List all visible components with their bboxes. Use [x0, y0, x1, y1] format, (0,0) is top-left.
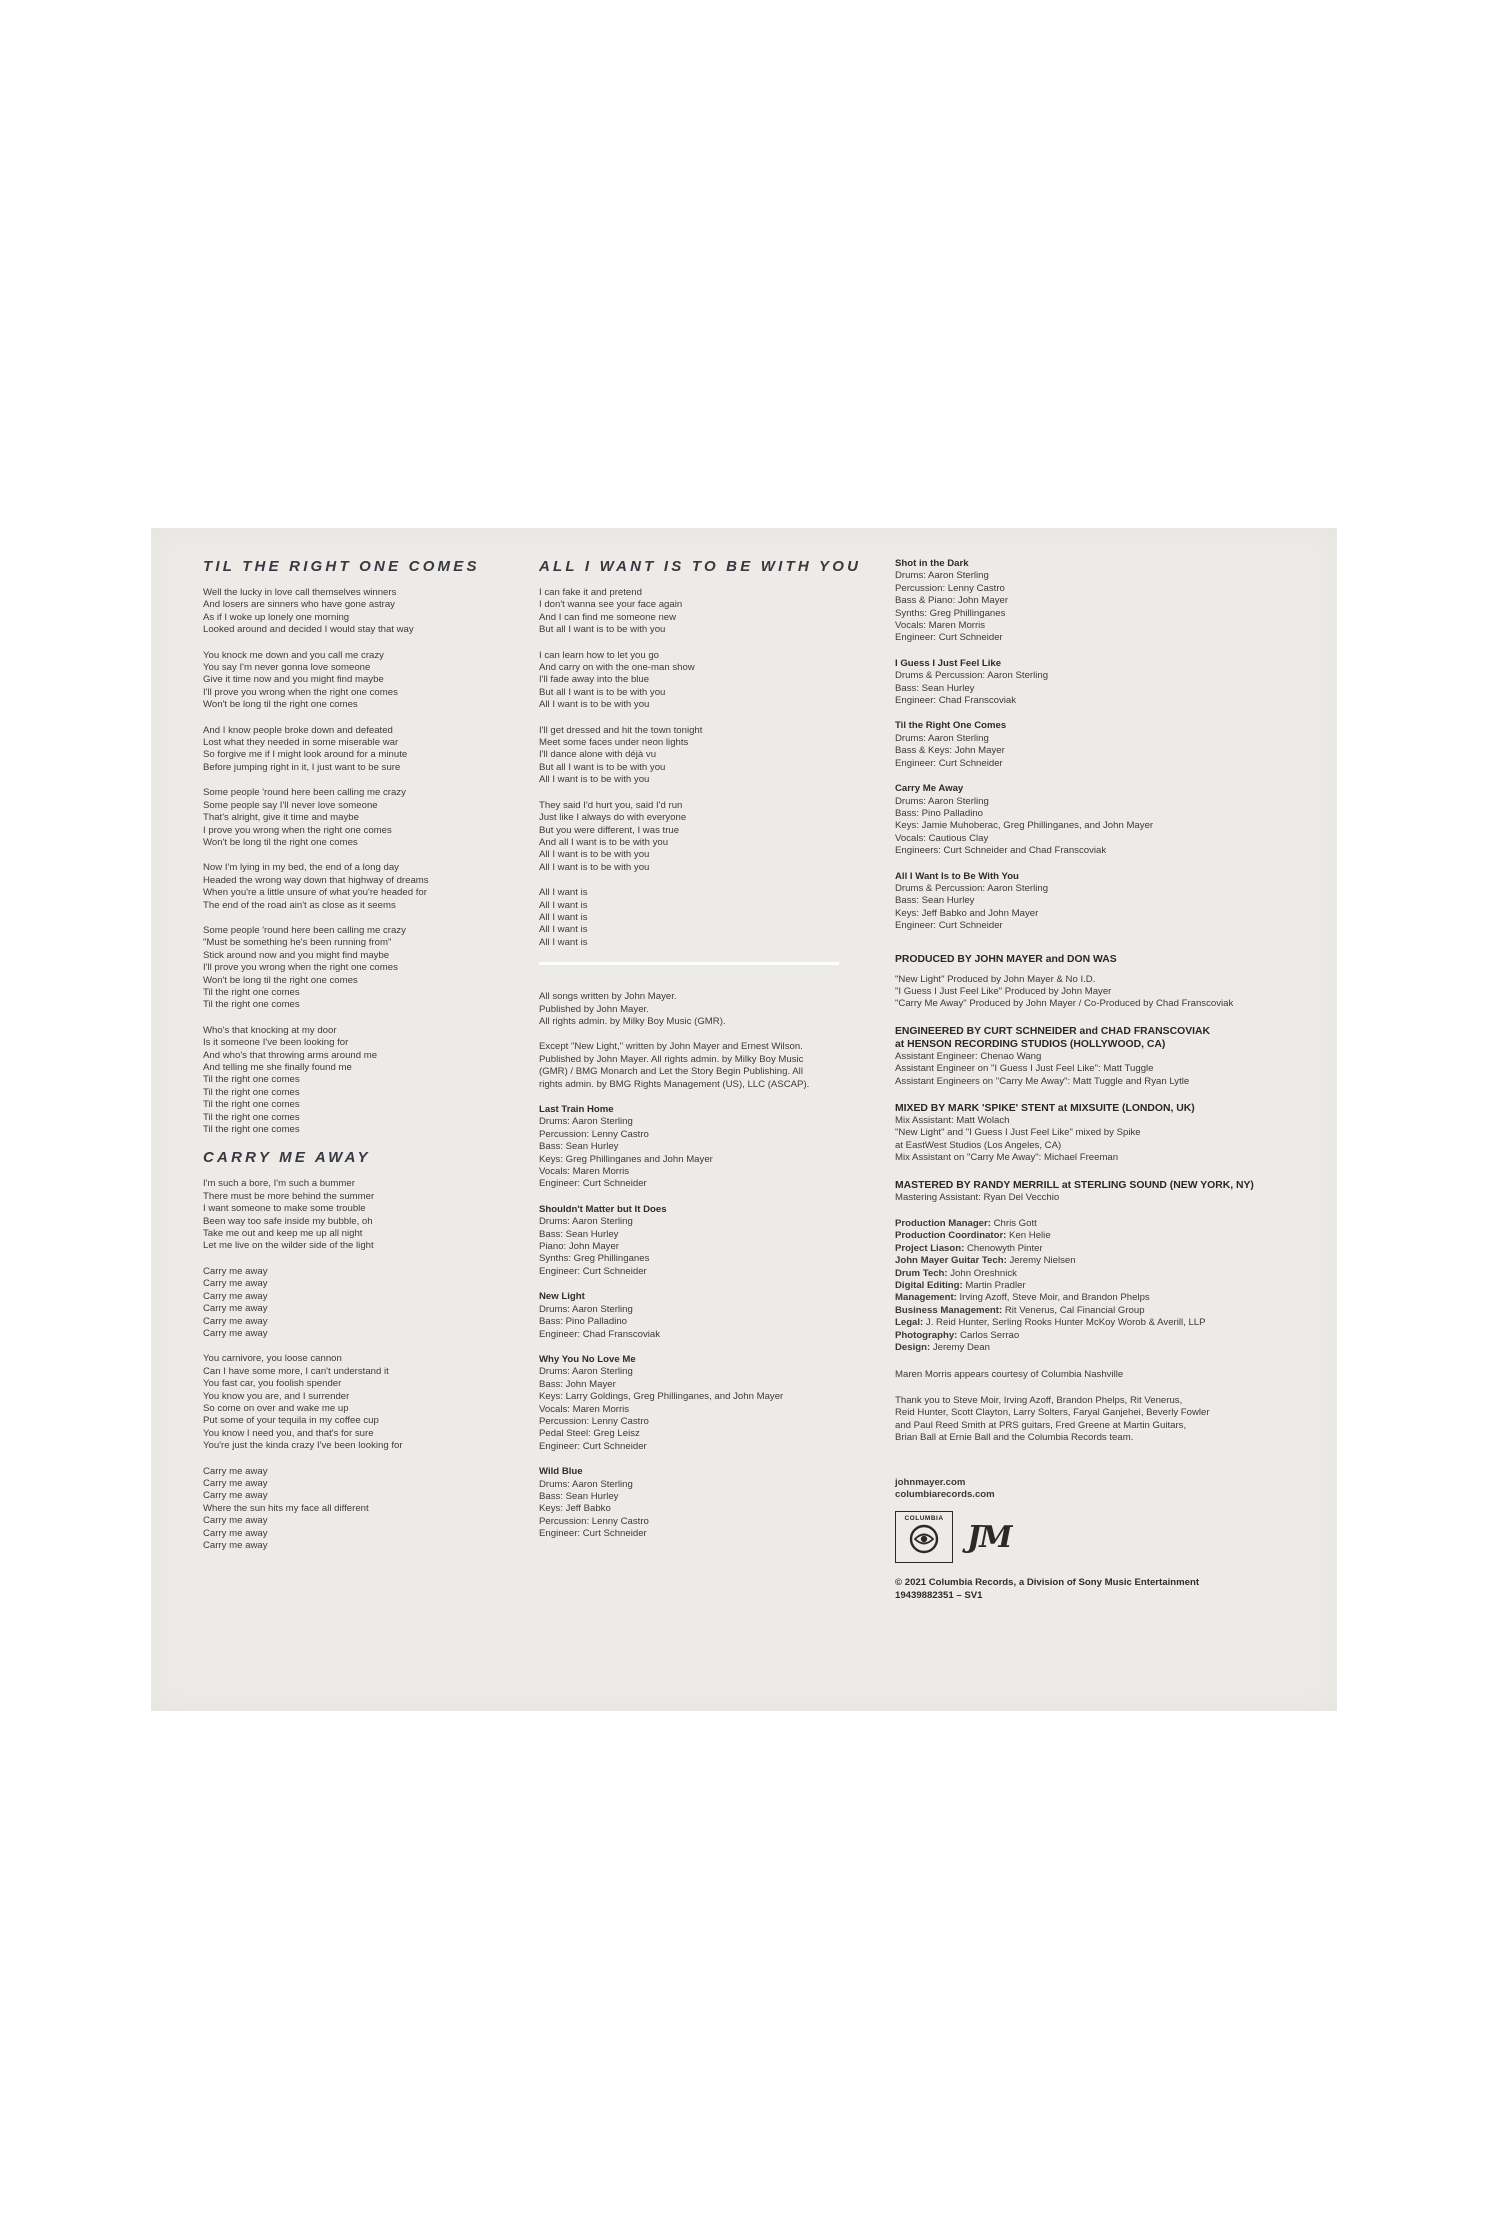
- copyright-line: © 2021 Columbia Records, a Division of Sony Music Entertainment: [895, 1577, 1200, 1589]
- lyric-line: Carry me away: [203, 1303, 268, 1315]
- mastered-lines: [895, 1192, 1275, 1204]
- track-credit-line: Engineer: Curt Schneider: [539, 1178, 647, 1190]
- lyric-line: Before jumping right in it, I just want to be sure: [203, 761, 401, 773]
- lyric-line: Some people 'round here been calling me crazy: [203, 924, 406, 936]
- credit-line: Thank you to Steve Moir, Irving Azoff, Brandon Phelps, Rit Venerus,: [895, 1394, 1183, 1406]
- track-credit-line: Percussion: Lenny Castro: [539, 1128, 649, 1140]
- track-credit-line: Engineer: Curt Schneider: [895, 632, 1003, 644]
- track-credit-title: Last Train Home: [539, 1104, 614, 1115]
- staff-name: John Oreshnick: [947, 1267, 1017, 1279]
- lyric-line: I'll prove you wrong when the right one comes: [203, 962, 398, 974]
- lyric-line: There must be more behind the summer: [203, 1190, 375, 1202]
- lyric-line: Some people 'round here been calling me crazy: [203, 787, 406, 799]
- lyric-stanza: [203, 587, 473, 637]
- track-credit-line: Percussion: Lenny Castro: [895, 582, 1005, 594]
- song-lyrics: [203, 1178, 473, 1552]
- track-credit-line: Vocals: Maren Morris: [539, 1166, 630, 1178]
- lyric-line: Can I have some more, I can't understand it: [203, 1365, 389, 1377]
- lyric-line: Been way too safe inside my bubble, oh: [203, 1215, 373, 1227]
- track-credit-line: Drums: Aaron Sterling: [895, 795, 989, 807]
- lyric-stanza: [539, 800, 839, 874]
- staff-name: J. Reid Hunter, Serling Rooks Hunter McKoy Worob & Averill, LLP: [923, 1317, 1206, 1329]
- track-credit-block: [895, 783, 1275, 857]
- track-credit-block: [539, 1291, 839, 1341]
- track-credit-title: Shot in the Dark: [895, 558, 969, 569]
- credit-line: Assistant Engineers on "Carry Me Away": Matt Tuggle and Ryan Lytle: [895, 1075, 1190, 1087]
- lyric-line: Meet some faces under neon lights: [539, 737, 689, 749]
- track-credit-title: Carry Me Away: [895, 783, 964, 795]
- copyright-block: [895, 1577, 1275, 1602]
- track-credit-block: [539, 1204, 839, 1278]
- credits-line: Published by John Mayer.: [539, 1003, 649, 1015]
- lyric-line: Let me live on the wilder side of the light: [203, 1240, 374, 1252]
- staff-name: Jeremy Dean: [930, 1342, 990, 1354]
- lyric-line: Won't be long til the right one comes: [203, 836, 358, 848]
- lyric-line: But you were different, I was true: [539, 824, 680, 836]
- lyric-line: Headed the wrong way down that highway of dreams: [203, 874, 429, 886]
- staff-role: Legal:: [895, 1317, 924, 1329]
- track-credit-block: [895, 871, 1275, 933]
- credit-line: Assistant Engineer: Chenao Wang: [895, 1050, 1042, 1062]
- track-credit-line: Bass: Sean Hurley: [539, 1228, 619, 1240]
- lyric-line: I'll get dressed and hit the town tonight: [539, 724, 703, 736]
- song-title: TIL THE RIGHT ONE COMES: [203, 558, 480, 575]
- lyric-line: They said I'd hurt you, said I'd run: [539, 799, 683, 811]
- staff-role: Photography:: [895, 1329, 958, 1341]
- lyric-stanza: [203, 862, 473, 912]
- produced-lines: [895, 974, 1275, 1011]
- catalog-number: 19439882351 – SV1: [895, 1589, 983, 1601]
- lyric-line: Give it time now and you might find maybe: [203, 674, 384, 686]
- track-credit-line: Keys: Larry Goldings, Greg Phillinganes, and John Mayer: [539, 1391, 784, 1403]
- lyric-line: You know you are, and I surrender: [203, 1390, 350, 1402]
- track-credit-line: Engineer: Curt Schneider: [539, 1265, 647, 1277]
- track-credit-block: [539, 1354, 839, 1453]
- lyric-line: I prove you wrong when the right one comes: [203, 824, 392, 836]
- track-credit-line: Drums: Aaron Sterling: [539, 1366, 633, 1378]
- track-credit-line: Engineer: Chad Franscoviak: [895, 695, 1017, 707]
- lyric-line: You carnivore, you loose cannon: [203, 1353, 342, 1365]
- lyric-line: You know I need you, and that's for sure: [203, 1427, 374, 1439]
- track-credit-line: Engineer: Curt Schneider: [895, 757, 1003, 769]
- song-title: ALL I WANT IS TO BE WITH YOU: [539, 558, 862, 575]
- mixed-lines: [895, 1115, 1275, 1165]
- track-credit-title: Til the Right One Comes: [895, 720, 1007, 732]
- column-credits-right: [895, 558, 1275, 1602]
- lyric-line: Til the right one comes: [203, 1124, 300, 1136]
- lyric-line: All I want is: [539, 936, 588, 948]
- track-credit-line: Bass: Pino Palladino: [895, 807, 983, 819]
- lyric-line: But all I want is to be with you: [539, 686, 666, 698]
- liner-notes-sheet: [151, 528, 1337, 1711]
- jm-monogram-logo: JM: [967, 1519, 1011, 1555]
- credits-line: (GMR) / BMG Monarch and Let the Story Begin Publishing. All: [539, 1066, 803, 1078]
- track-credit-line: Engineer: Chad Franscoviak: [539, 1328, 661, 1340]
- credits-paragraph: [539, 991, 839, 1028]
- publishing-credits: [539, 991, 839, 1091]
- column-lyrics-middle: [539, 558, 862, 1554]
- lyric-line: Til the right one comes: [203, 1074, 300, 1086]
- track-credit-line: Drums: Aaron Sterling: [895, 570, 989, 582]
- staff-role: Project Liason:: [895, 1242, 965, 1254]
- lyric-stanza: [203, 1353, 473, 1452]
- track-credit-line: Bass: Sean Hurley: [539, 1490, 619, 1502]
- song-lyrics: [539, 587, 839, 949]
- track-credit-title: All I Want Is to Be With You: [895, 870, 1019, 882]
- lyric-line: When you're a little unsure of what you're headed for: [203, 887, 427, 899]
- credits-line: Published by John Mayer. All rights admin. by Milky Boy Music: [539, 1053, 804, 1065]
- columbia-eye-icon: [909, 1524, 939, 1554]
- lyric-line: I'll dance alone with déjà vu: [539, 749, 657, 761]
- staff-name: Jeremy Nielsen: [1006, 1255, 1076, 1267]
- staff-section: [895, 1218, 1275, 1354]
- courtesy-note: [895, 1369, 1275, 1381]
- lyric-line: Some people say I'll never love someone: [203, 799, 378, 811]
- lyric-line: Til the right one comes: [203, 1099, 300, 1111]
- track-credit-line: Keys: Jamie Muhoberac, Greg Phillinganes, and John Mayer: [895, 820, 1154, 832]
- track-credit-title: Wild Blue: [539, 1466, 583, 1478]
- lyric-line: As if I woke up lonely one morning: [203, 611, 350, 623]
- column-lyrics-left: [203, 558, 480, 1565]
- lyric-line: Looked around and decided I would stay that way: [203, 624, 414, 636]
- track-credit-line: Engineer: Curt Schneider: [539, 1528, 647, 1540]
- lyric-line: But all I want is to be with you: [539, 624, 666, 636]
- staff-credit: [895, 1243, 1275, 1255]
- credit-line: Mix Assistant: Matt Wolach: [895, 1115, 1010, 1126]
- lyric-line: The end of the road ain't as close as it seems: [203, 899, 396, 911]
- track-credit-line: Piano: John Mayer: [539, 1241, 619, 1253]
- lyric-line: Where the sun hits my face all different: [203, 1502, 369, 1514]
- track-credit-line: Drums: Aaron Sterling: [539, 1216, 633, 1228]
- lyric-line: Take me out and keep me up all night: [203, 1228, 363, 1240]
- website-link[interactable]: columbiarecords.com: [895, 1488, 995, 1500]
- track-credit-line: Synths: Greg Phillinganes: [539, 1253, 650, 1265]
- credits-line: All rights admin. by Milky Boy Music (GMR).: [539, 1015, 726, 1027]
- credits-paragraph: [539, 1041, 839, 1091]
- columbia-logo-text: COLUMBIA: [904, 1515, 944, 1523]
- staff-credit: [895, 1342, 1275, 1354]
- lyric-stanza: [203, 725, 473, 775]
- lyric-line: Won't be long til the right one comes: [203, 699, 358, 711]
- credit-line: and Paul Reed Smith at PRS guitars, Fred Greene at Martin Guitars,: [895, 1419, 1187, 1431]
- track-credit-line: Bass & Piano: John Mayer: [895, 595, 1009, 607]
- lyric-line: That's alright, give it time and maybe: [203, 812, 359, 824]
- credit-line: Assistant Engineer on "I Guess I Just Feel Like": Matt Tuggle: [895, 1063, 1154, 1075]
- lyric-line: Who's that knocking at my door: [203, 1024, 337, 1036]
- lyric-line: Carry me away: [203, 1490, 268, 1502]
- engineered-section: [895, 1025, 1275, 1088]
- lyric-line: And carry on with the one-man show: [539, 662, 695, 674]
- track-credit-line: Keys: Jeff Babko: [539, 1503, 611, 1515]
- lyric-line: All I want is to be with you: [539, 861, 650, 873]
- lyric-line: Til the right one comes: [203, 1111, 300, 1123]
- track-credit-line: Bass: John Mayer: [539, 1378, 616, 1390]
- staff-name: Chenowyth Pinter: [964, 1242, 1043, 1254]
- track-credit-line: Bass: Sean Hurley: [539, 1141, 619, 1153]
- lyric-stanza: [539, 887, 839, 949]
- lyric-line: Put some of your tequila in my coffee cup: [203, 1415, 379, 1427]
- lyric-line: And all I want is to be with you: [539, 836, 669, 848]
- lyric-line: Now I'm lying in my bed, the end of a long day: [203, 862, 399, 874]
- track-credit-line: Drums & Percussion: Aaron Sterling: [895, 670, 1049, 682]
- lyric-line: You fast car, you foolish spender: [203, 1378, 342, 1390]
- lyric-line: Carry me away: [203, 1278, 268, 1290]
- logos-row: [895, 1511, 1275, 1563]
- staff-credit: [895, 1292, 1275, 1304]
- thanks-section: [895, 1395, 1275, 1445]
- track-credit-line: Engineer: Curt Schneider: [895, 920, 1003, 932]
- lyric-line: But all I want is to be with you: [539, 761, 666, 773]
- track-credits: [895, 558, 1275, 933]
- lyric-line: I want someone to make some trouble: [203, 1203, 366, 1215]
- track-credit-line: Drums: Aaron Sterling: [539, 1116, 633, 1128]
- staff-credit: [895, 1317, 1275, 1329]
- staff-name: Irving Azoff, Steve Moir, and Brandon Phelps: [956, 1292, 1150, 1304]
- staff-role: John Mayer Guitar Tech:: [895, 1255, 1007, 1267]
- track-credit-title: Why You No Love Me: [539, 1353, 636, 1365]
- credit-line: Mix Assistant on "Carry Me Away": Michael Freeman: [895, 1152, 1119, 1164]
- lyric-line: "Must be something he's been running from": [203, 937, 392, 949]
- mastered-heading: MASTERED BY RANDY MERRILL at STERLING SOUND (NEW YORK, NY): [895, 1179, 1254, 1191]
- lyric-stanza: [203, 787, 473, 849]
- lyric-line: Carry me away: [203, 1515, 268, 1527]
- track-credit-line: Keys: Greg Phillinganes and John Mayer: [539, 1153, 713, 1165]
- lyric-line: Carry me away: [203, 1477, 268, 1489]
- lyric-line: I can learn how to let you go: [539, 649, 659, 661]
- lyric-line: Carry me away: [203, 1540, 268, 1551]
- track-credits: [539, 1104, 839, 1541]
- credits-line: All songs written by John Mayer.: [539, 991, 677, 1003]
- mixed-heading: MIXED BY MARK 'SPIKE' STENT at MIXSUITE (LONDON, UK): [895, 1103, 1195, 1114]
- produced-heading: PRODUCED BY JOHN MAYER and DON WAS: [895, 953, 1117, 965]
- track-credit-block: [895, 658, 1275, 708]
- credit-line: "Carry Me Away" Produced by John Mayer / Co-Produced by Chad Franscoviak: [895, 998, 1234, 1010]
- lyric-line: I can fake it and pretend: [539, 587, 642, 598]
- columbia-logo: [895, 1511, 953, 1563]
- track-credit-line: Vocals: Maren Morris: [895, 620, 986, 632]
- credit-line: "New Light" Produced by John Mayer & No I.D.: [895, 973, 1096, 985]
- lyric-stanza: [539, 587, 839, 637]
- track-credit-line: Drums: Aaron Sterling: [539, 1303, 633, 1315]
- lyric-line: All I want is to be with you: [539, 849, 650, 861]
- track-credit-line: Engineer: Curt Schneider: [539, 1440, 647, 1452]
- lyric-line: I'll fade away into the blue: [539, 674, 650, 686]
- engineered-heading: ENGINEERED BY CURT SCHNEIDER and CHAD FRANSCOVIAK: [895, 1025, 1211, 1037]
- lyric-line: And I know people broke down and defeated: [203, 724, 393, 736]
- staff-role: Drum Tech:: [895, 1267, 948, 1279]
- lyric-line: Til the right one comes: [203, 1086, 300, 1098]
- track-credit-line: Drums & Percussion: Aaron Sterling: [895, 882, 1049, 894]
- song-lyrics: [203, 587, 473, 1136]
- staff-role: Management:: [895, 1292, 957, 1304]
- track-credit-block: [895, 558, 1275, 645]
- lyric-line: So forgive me if I might look around for a minute: [203, 749, 408, 761]
- track-credit-line: Engineers: Curt Schneider and Chad Franscoviak: [895, 845, 1107, 857]
- lyric-line: Won't be long til the right one comes: [203, 974, 358, 986]
- mastered-section: [895, 1179, 1275, 1204]
- track-credit-line: Bass: Sean Hurley: [895, 895, 975, 907]
- courtesy-text: Maren Morris appears courtesy of Columbia Nashville: [895, 1368, 1124, 1380]
- lyric-line: So come on over and wake me up: [203, 1402, 349, 1414]
- track-credit-line: Percussion: Lenny Castro: [539, 1415, 649, 1427]
- staff-credit: [895, 1230, 1275, 1242]
- lyric-line: Til the right one comes: [203, 986, 300, 998]
- staff-credit: [895, 1330, 1275, 1342]
- lyric-line: All I want is to be with you: [539, 699, 650, 711]
- track-credit-line: Percussion: Lenny Castro: [539, 1515, 649, 1527]
- staff-name: Rit Venerus, Cal Financial Group: [1002, 1304, 1145, 1316]
- credit-line: Reid Hunter, Scott Clayton, Larry Solters, Faryal Ganjehei, Beverly Fowler: [895, 1407, 1210, 1419]
- lyric-stanza: [203, 1466, 473, 1553]
- track-credit-line: Bass & Keys: John Mayer: [895, 745, 1005, 757]
- track-credit-block: [895, 720, 1275, 770]
- staff-credit: [895, 1268, 1275, 1280]
- lyric-line: And I can find me someone new: [539, 611, 677, 623]
- staff-name: Martin Pradler: [962, 1280, 1026, 1292]
- lyric-line: I'll prove you wrong when the right one comes: [203, 686, 398, 698]
- lyric-stanza: [203, 1178, 473, 1252]
- staff-credit: [895, 1218, 1275, 1230]
- track-credit-title: I Guess I Just Feel Like: [895, 657, 1002, 669]
- staff-name: Chris Gott: [990, 1218, 1037, 1230]
- track-credit-title: Shouldn't Matter but It Does: [539, 1203, 667, 1215]
- engineered-location: at HENSON RECORDING STUDIOS (HOLLYWOOD, CA): [895, 1038, 1166, 1050]
- lyric-line: Carry me away: [203, 1527, 268, 1539]
- lyric-line: Just like I always do with everyone: [539, 812, 687, 824]
- track-credit-line: Drums: Aaron Sterling: [895, 732, 989, 744]
- track-credit-line: Bass: Sean Hurley: [895, 682, 975, 694]
- credit-line: "I Guess I Just Feel Like" Produced by John Mayer: [895, 985, 1112, 997]
- lyric-line: Well the lucky in love call themselves winners: [203, 587, 397, 598]
- lyric-line: All I want is: [539, 887, 588, 899]
- staff-credit: [895, 1280, 1275, 1292]
- track-credit-line: Vocals: Maren Morris: [539, 1403, 630, 1415]
- track-credit-title: New Light: [539, 1291, 585, 1303]
- staff-role: Production Manager:: [895, 1218, 991, 1230]
- credits-line: rights admin. by BMG Rights Management (US), LLC (ASCAP).: [539, 1078, 810, 1090]
- produced-section: [895, 953, 1275, 1011]
- staff-role: Design:: [895, 1342, 931, 1354]
- track-credit-line: Drums: Aaron Sterling: [539, 1478, 633, 1490]
- track-credit-line: Keys: Jeff Babko and John Mayer: [895, 907, 1039, 919]
- lyric-line: All I want is: [539, 911, 588, 923]
- lyric-line: All I want is: [539, 899, 588, 911]
- song-title: CARRY ME AWAY: [203, 1149, 371, 1167]
- track-credit-line: Synths: Greg Phillinganes: [895, 607, 1006, 619]
- track-credit-block: [539, 1466, 839, 1540]
- staff-role: Production Coordinator:: [895, 1230, 1007, 1242]
- lyric-line: I don't wanna see your face again: [539, 599, 683, 611]
- lyric-line: Carry me away: [203, 1327, 268, 1339]
- website-link[interactable]: johnmayer.com: [895, 1476, 966, 1488]
- lyric-line: All I want is: [539, 924, 588, 936]
- lyric-line: And losers are sinners who have gone astray: [203, 599, 395, 611]
- credit-line: Mastering Assistant: Ryan Del Vecchio: [895, 1191, 1060, 1203]
- lyric-stanza: [203, 925, 473, 1012]
- lyric-line: You say I'm never gonna love someone: [203, 662, 371, 674]
- lyric-stanza: [203, 650, 473, 712]
- lyric-line: Carry me away: [203, 1465, 268, 1477]
- lyric-line: Stick around now and you might find maybe: [203, 949, 390, 961]
- staff-name: Carlos Serrao: [957, 1329, 1020, 1341]
- track-credit-line: Vocals: Cautious Clay: [895, 832, 989, 844]
- lyric-line: All I want is to be with you: [539, 774, 650, 786]
- credits-line: Except "New Light," written by John Mayer and Ernest Wilson.: [539, 1041, 803, 1053]
- staff-role: Digital Editing:: [895, 1280, 963, 1292]
- lyric-line: You're just the kinda crazy I've been looking for: [203, 1440, 403, 1452]
- lyric-line: Til the right one comes: [203, 999, 300, 1011]
- staff-credit: [895, 1305, 1275, 1317]
- lyric-line: Lost what they needed in some miserable war: [203, 737, 399, 749]
- track-credit-line: Pedal Steel: Greg Leisz: [539, 1428, 640, 1440]
- lyric-stanza: [539, 650, 839, 712]
- lyric-line: Carry me away: [203, 1265, 268, 1277]
- lyric-line: Carry me away: [203, 1315, 268, 1327]
- credit-line: "New Light" and "I Guess I Just Feel Like" mixed by Spike: [895, 1127, 1141, 1139]
- engineered-lines: [895, 1051, 1275, 1088]
- staff-name: Ken Helie: [1006, 1230, 1051, 1242]
- lyric-line: And who's that throwing arms around me: [203, 1049, 378, 1061]
- lyric-stanza: [539, 725, 839, 787]
- lyric-line: And telling me she finally found me: [203, 1062, 352, 1073]
- staff-credit: [895, 1255, 1275, 1267]
- mixed-section: [895, 1102, 1275, 1165]
- divider: [539, 962, 839, 965]
- lyric-stanza: [203, 1266, 473, 1340]
- lyric-stanza: [203, 1025, 473, 1137]
- website-links: [895, 1477, 1275, 1502]
- credit-line: at EastWest Studios (Los Angeles, CA): [895, 1139, 1062, 1151]
- track-credit-block: [539, 1104, 839, 1191]
- staff-role: Business Management:: [895, 1304, 1003, 1316]
- lyric-line: Is it someone I've been looking for: [203, 1037, 349, 1049]
- lyric-line: You knock me down and you call me crazy: [203, 649, 384, 661]
- credit-line: Brian Ball at Ernie Ball and the Columbia Records team.: [895, 1432, 1134, 1444]
- lyric-line: I'm such a bore, I'm such a bummer: [203, 1178, 355, 1190]
- lyric-line: Carry me away: [203, 1290, 268, 1302]
- track-credit-line: Bass: Pino Palladino: [539, 1316, 627, 1328]
